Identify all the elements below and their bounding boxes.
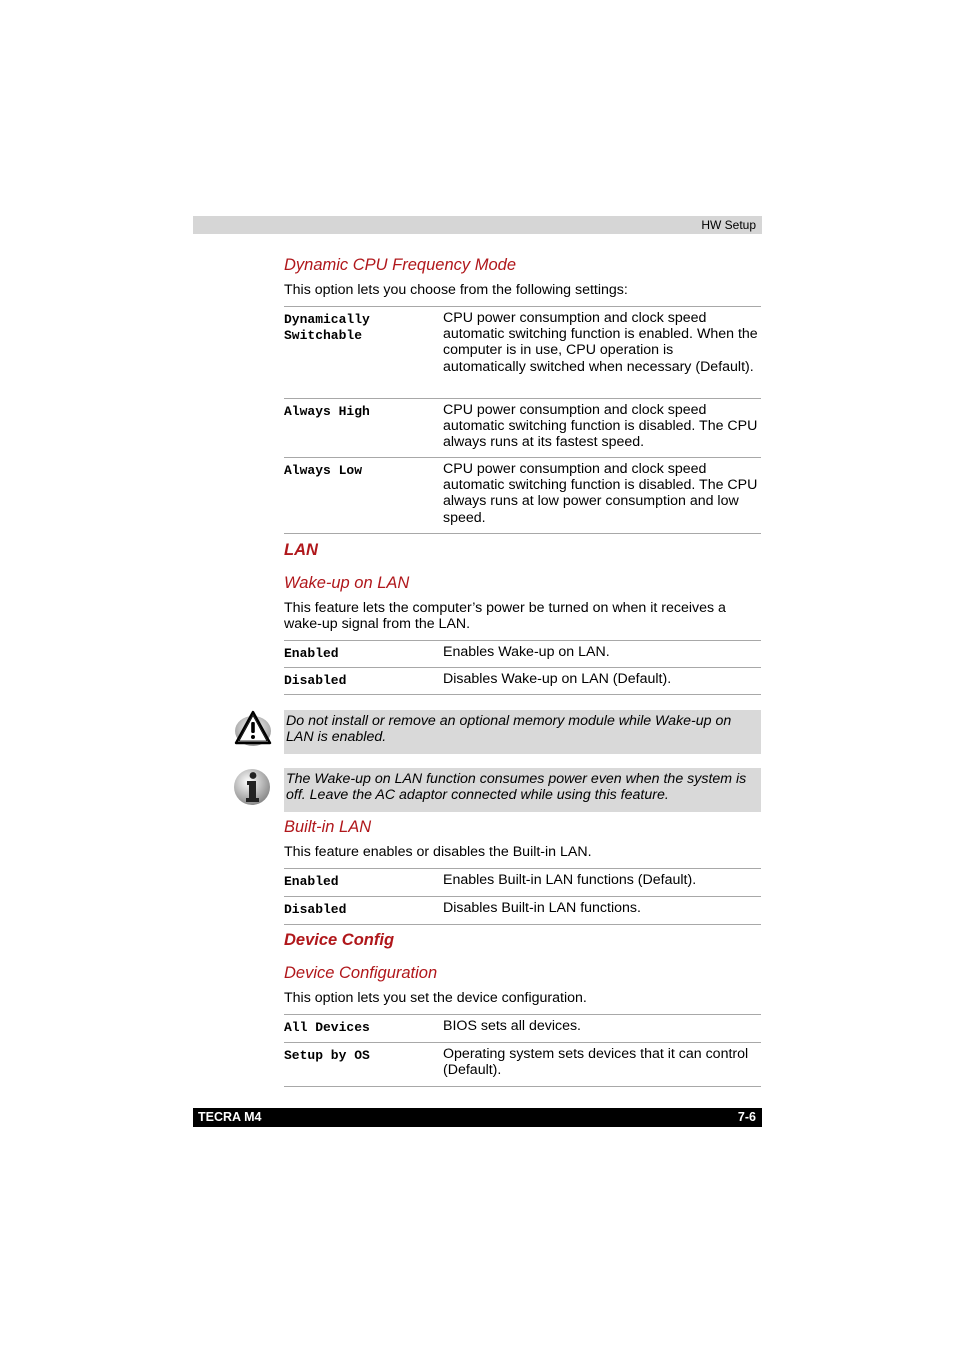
setting-description: Disables Built-in LAN functions. xyxy=(443,900,641,916)
table-row xyxy=(284,896,761,925)
setting-description: Enables Built-in LAN functions (Default). xyxy=(443,872,697,888)
wake-on-lan-table xyxy=(284,640,761,695)
setting-key: Always Low xyxy=(284,463,363,478)
setting-description: CPU power consumption and clock speed automatic switching function is disabled. The CPU always runs at low power consumption and low speed. xyxy=(443,461,758,526)
table-row xyxy=(284,1042,761,1087)
dynamic-cpu-table xyxy=(284,306,761,534)
table-row xyxy=(284,457,761,534)
caution-note-text: Do not install or remove an optional memory module while Wake-up on LAN is enabled. xyxy=(286,713,732,746)
wake-on-lan-intro: This feature lets the computer’s power be turned on when it receives a wake-up signal from the LAN. xyxy=(284,600,726,633)
setting-key: All Devices xyxy=(284,1020,370,1035)
table-row xyxy=(284,398,761,457)
device-configuration-heading: Device Configuration xyxy=(284,964,438,982)
setting-key: Dynamically Switchable xyxy=(284,312,370,344)
setting-description: Operating system sets devices that it can control (Default). xyxy=(443,1046,749,1079)
wake-on-lan-heading: Wake-up on LAN xyxy=(284,574,410,592)
footer-model: TECRA M4 xyxy=(198,1110,262,1124)
caution-note xyxy=(284,710,761,754)
warning-icon xyxy=(233,709,273,747)
running-footer xyxy=(193,1108,762,1127)
setting-key: Disabled xyxy=(284,673,347,688)
setting-key: Disabled xyxy=(284,902,347,917)
info-note-text: The Wake-up on LAN function consumes power even when the system is off. Leave the AC adaptor connected while using this feature. xyxy=(286,771,747,804)
setting-key: Enabled xyxy=(284,646,339,661)
table-row xyxy=(284,667,761,695)
setting-description: CPU power consumption and clock speed automatic switching function is disabled. The CPU always runs at its fastest speed. xyxy=(443,402,758,451)
dynamic-cpu-intro: This option lets you choose from the following settings: xyxy=(284,282,628,298)
table-row xyxy=(284,868,761,896)
table-row xyxy=(284,1014,761,1042)
device-configuration-intro: This option lets you set the device configuration. xyxy=(284,990,587,1006)
footer-page-number: 7-6 xyxy=(737,1110,756,1124)
setting-key: Enabled xyxy=(284,874,339,889)
table-row xyxy=(284,640,761,667)
header-section-label: HW Setup xyxy=(701,218,756,232)
table-row xyxy=(284,306,761,398)
builtin-lan-table xyxy=(284,868,761,925)
builtin-lan-heading: Built-in LAN xyxy=(284,818,372,836)
builtin-lan-intro: This feature enables or disables the Built-in LAN. xyxy=(284,844,592,860)
setting-description: BIOS sets all devices. xyxy=(443,1018,581,1034)
device-configuration-table xyxy=(284,1014,761,1087)
info-icon xyxy=(233,768,271,806)
dynamic-cpu-heading: Dynamic CPU Frequency Mode xyxy=(284,256,516,274)
setting-key: Always High xyxy=(284,404,370,419)
running-header xyxy=(193,216,762,234)
device-config-section-heading: Device Config xyxy=(284,931,395,949)
setting-description: Enables Wake-up on LAN. xyxy=(443,644,610,660)
lan-section-heading: LAN xyxy=(284,541,318,559)
setting-description: CPU power consumption and clock speed automatic switching function is enabled. When the computer is in use, CPU operation is automatically switched when necessary (Default). xyxy=(443,310,758,375)
setting-description: Disables Wake-up on LAN (Default). xyxy=(443,671,672,687)
setting-key: Setup by OS xyxy=(284,1048,370,1063)
info-note xyxy=(284,768,761,812)
